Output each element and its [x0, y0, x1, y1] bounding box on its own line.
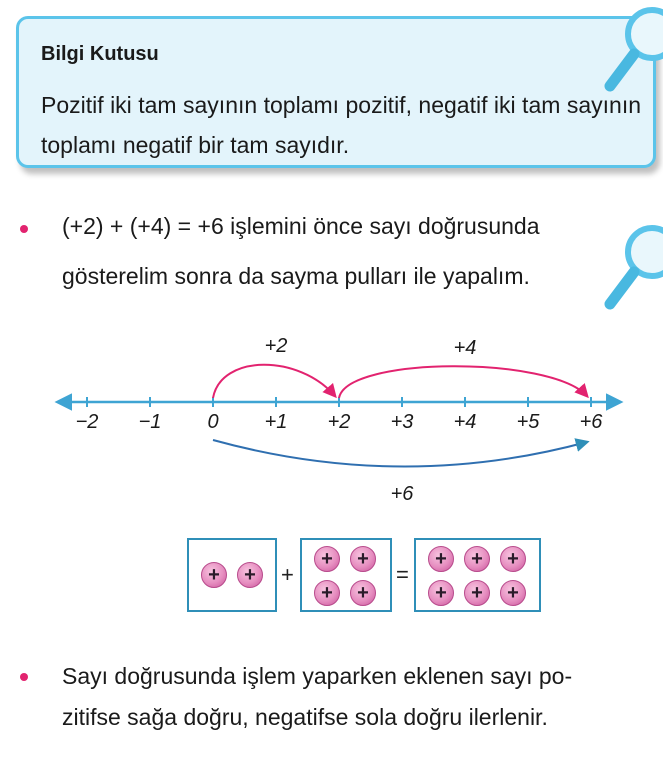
- paragraph-line: Sayı doğrusunda işlem yaparken eklenen sayı po-: [62, 663, 573, 689]
- positive-counter: +: [428, 546, 454, 572]
- number-line: [0, 330, 663, 510]
- positive-counter: +: [314, 546, 340, 572]
- positive-counter: +: [237, 562, 263, 588]
- positive-counter: +: [500, 580, 526, 606]
- jump-arrow: [339, 366, 587, 398]
- jump-label: +2: [264, 335, 288, 357]
- positive-counter: +: [314, 580, 340, 606]
- positive-counter: +: [464, 546, 490, 572]
- bullet-dot: [20, 673, 28, 681]
- tick-label: +1: [264, 411, 288, 433]
- paragraph-line: zitifse sağa doğru, negatifse sola doğru ilerlenir.: [62, 704, 548, 730]
- bullet-dot: [20, 225, 28, 233]
- equals-operator: =: [396, 562, 409, 587]
- jump-label: +4: [453, 337, 477, 359]
- positive-counter: +: [428, 580, 454, 606]
- info-box-title: Bilgi Kutusu: [41, 43, 159, 65]
- counter-group-6: [414, 538, 541, 612]
- paragraph-line: (+2) + (+4) = +6 işlemini önce sayı doğrusunda: [62, 213, 540, 239]
- counter-group-4: [300, 538, 392, 612]
- info-box: [16, 16, 656, 168]
- jump-label: +6: [390, 483, 414, 505]
- tick-label: +5: [516, 411, 540, 433]
- paragraph-line: gösterelim sonra da sayma pulları ile yapalım.: [62, 263, 530, 289]
- info-box-text: Pozitif iki tam sayının toplamı pozitif, negatif iki tam sayının toplamı negatif bir tam sayıdır.: [41, 92, 641, 158]
- positive-counter: +: [350, 580, 376, 606]
- counter-group-2: [187, 538, 277, 612]
- positive-counter: +: [500, 546, 526, 572]
- tick-label: +3: [390, 411, 414, 433]
- positive-counter: +: [201, 562, 227, 588]
- tick-label: +4: [453, 411, 477, 433]
- magnifier-icon: [600, 0, 663, 110]
- jump-arrow: [213, 440, 587, 467]
- tick-label: +2: [327, 411, 351, 433]
- jump-arrow: [213, 365, 335, 398]
- tick-label: 0: [207, 411, 219, 433]
- positive-counter: +: [350, 546, 376, 572]
- tick-label: +6: [579, 411, 603, 433]
- tick-label: −1: [138, 411, 162, 433]
- tick-label: −2: [75, 411, 99, 433]
- positive-counter: +: [464, 580, 490, 606]
- plus-operator: +: [281, 562, 294, 587]
